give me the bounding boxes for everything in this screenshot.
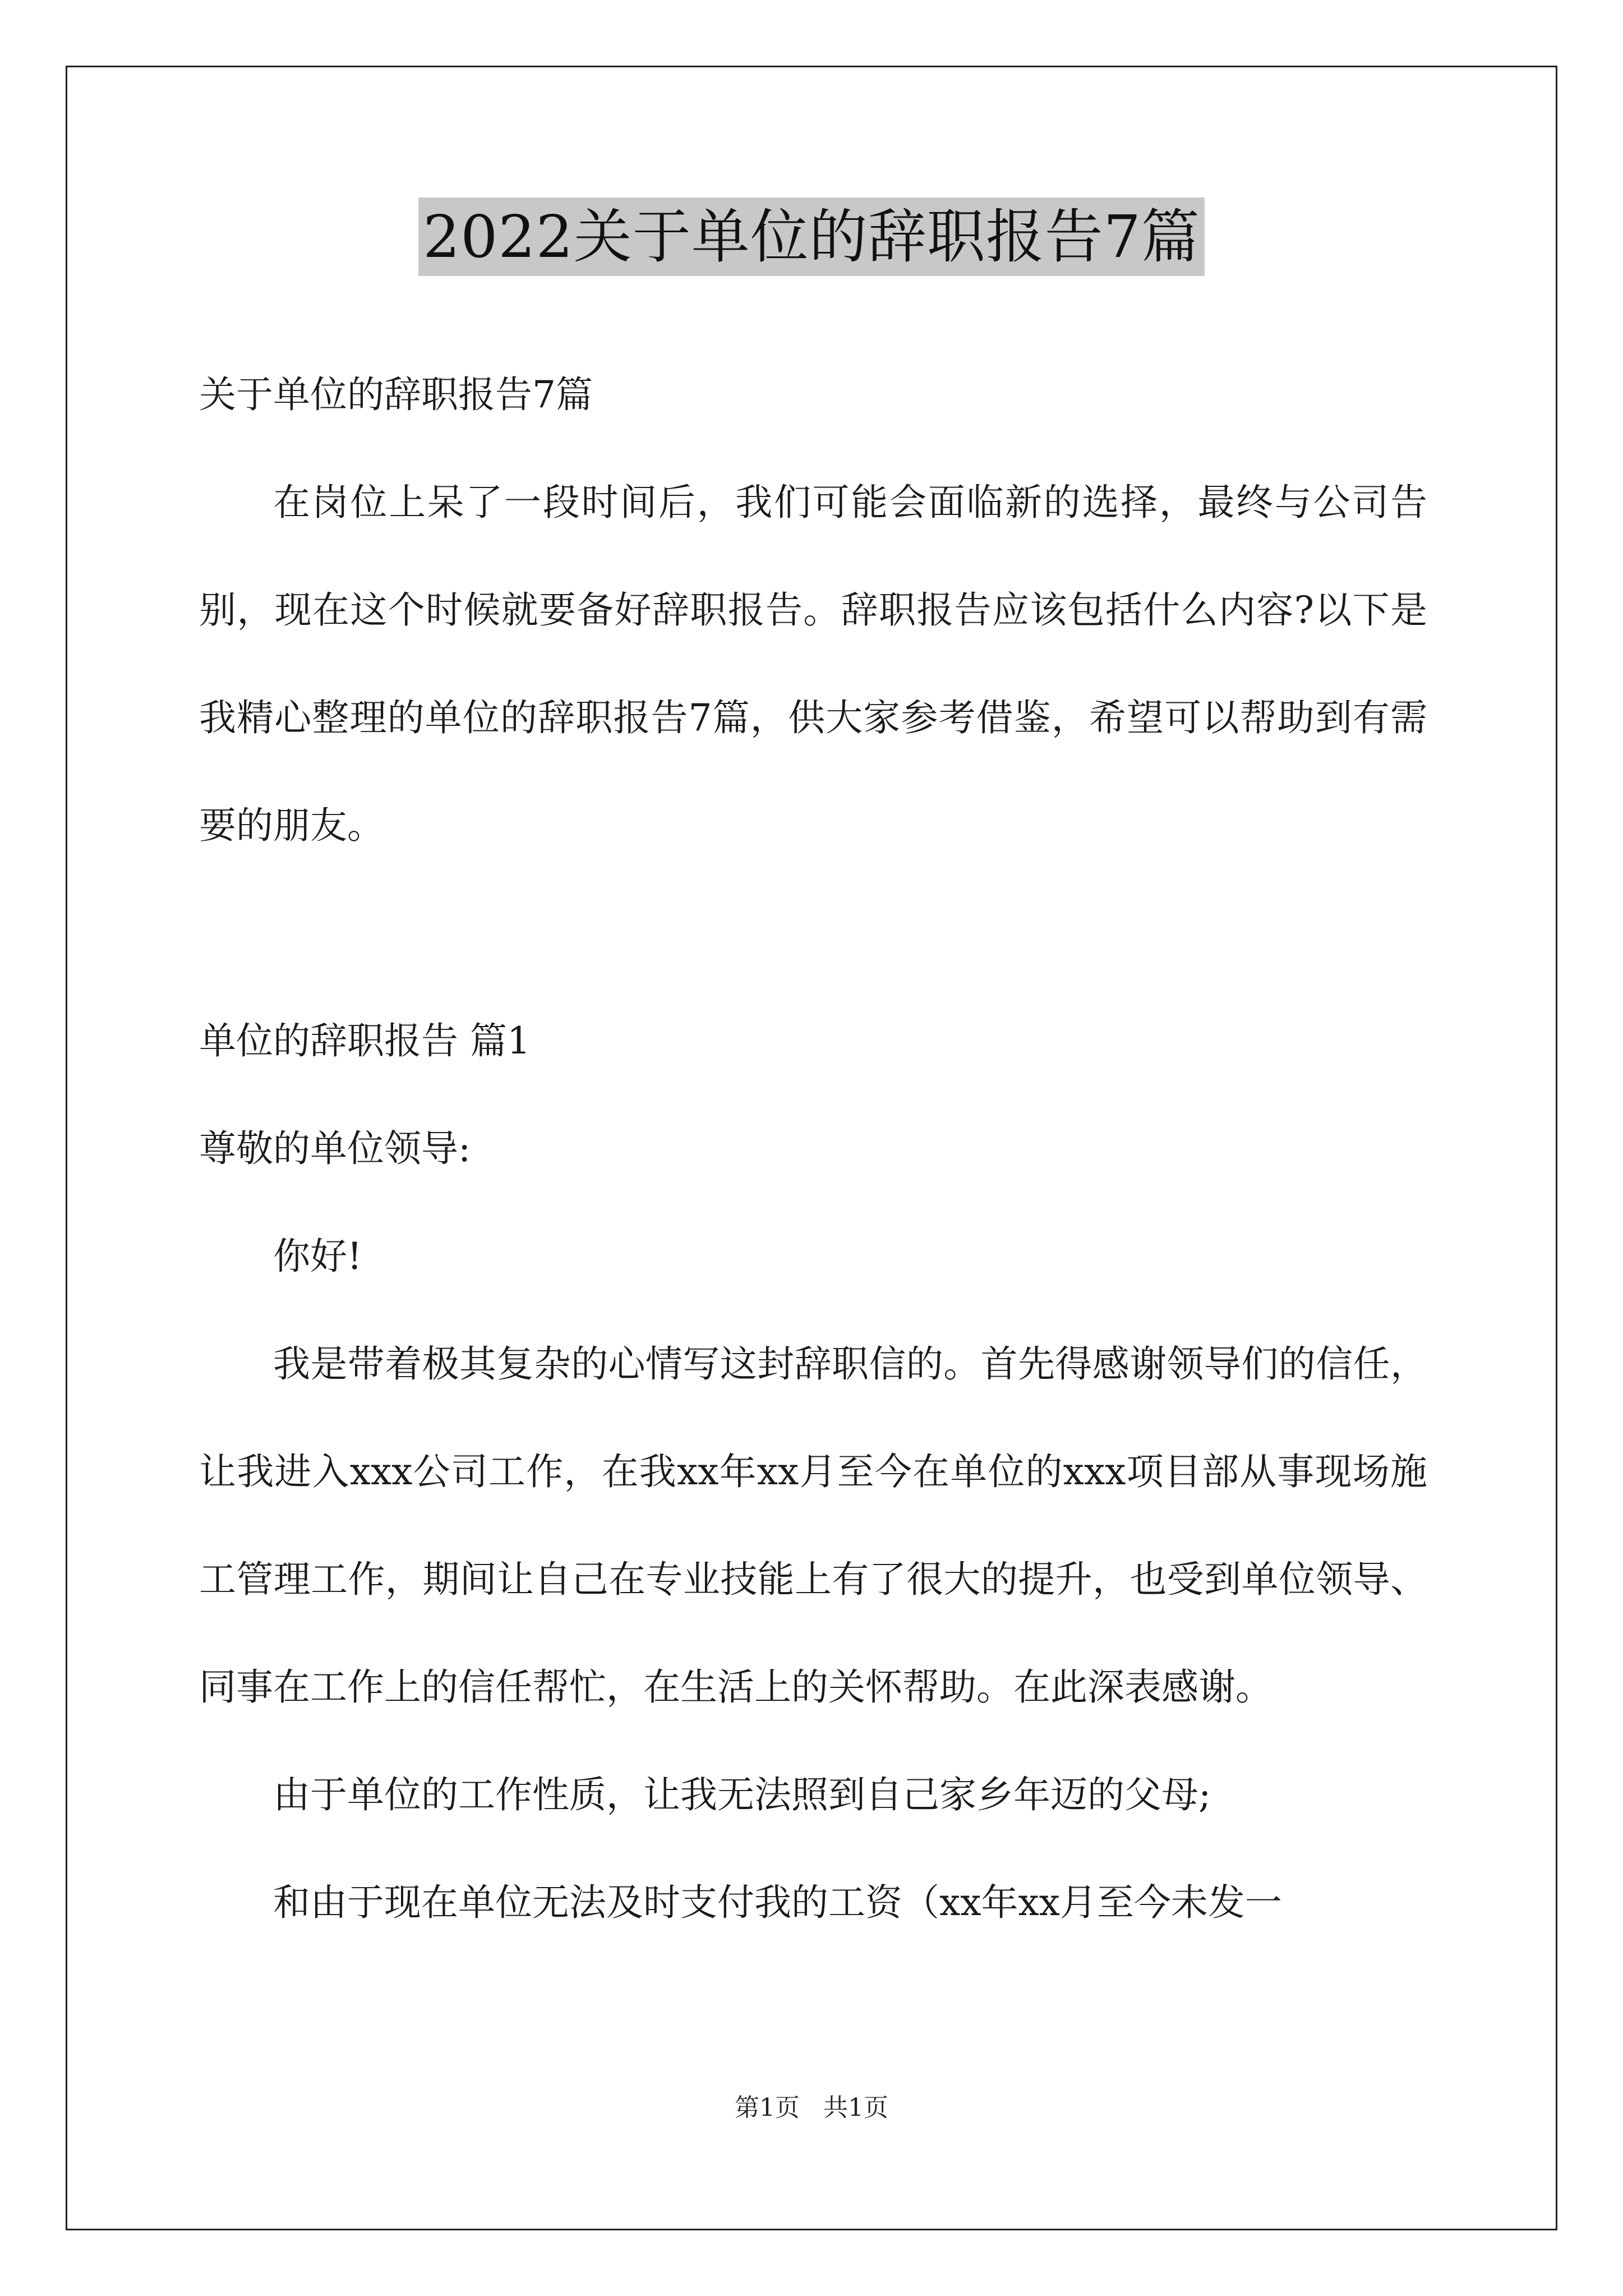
document-title: 2022关于单位的辞职报告7篇 [418, 197, 1205, 276]
section-heading: 单位的辞职报告 篇1 [199, 1019, 531, 1062]
spacer [199, 880, 1427, 987]
body-paragraph-3: 和由于现在单位无法及时支付我的工资（xx年xx月至今未发一 [273, 1881, 1282, 1924]
greeting: 你好! [273, 1235, 362, 1278]
page-footer [0, 2091, 1623, 2125]
intro-paragraph: 在岗位上呆了一段时间后，我们可能会面临新的选择，最终与公司告别，现在这个时候就要备好辞职报告。辞职报告应该包括什么内容?以下是我精心整理的单位的辞职报告7篇，供大家参考借鉴，希望可以帮助到有需要的朋友。 [199, 481, 1427, 847]
salutation: 尊敬的单位领导: [199, 1127, 471, 1170]
page-total: 共1页 [823, 2093, 888, 2122]
document-body [199, 341, 1427, 1957]
title-container [0, 197, 1623, 276]
body-paragraph-1: 我是带着极其复杂的心情写这封辞职信的。首先得感谢领导们的信任，让我进入xxx公司工作，在我xx年xx月至今在单位的xxx项目部从事现场施工管理工作，期间让自己在专业技能上有了很大的提升，也受到单位领导、同事在工作上的信任帮忙，在生活上的关怀帮助。在此深表感谢。 [199, 1342, 1427, 1709]
body-paragraph-2: 由于单位的工作性质，让我无法照到自己家乡年迈的父母; [273, 1773, 1211, 1816]
page-number: 第1页 [735, 2093, 800, 2122]
subtitle: 关于单位的辞职报告7篇 [199, 373, 593, 416]
